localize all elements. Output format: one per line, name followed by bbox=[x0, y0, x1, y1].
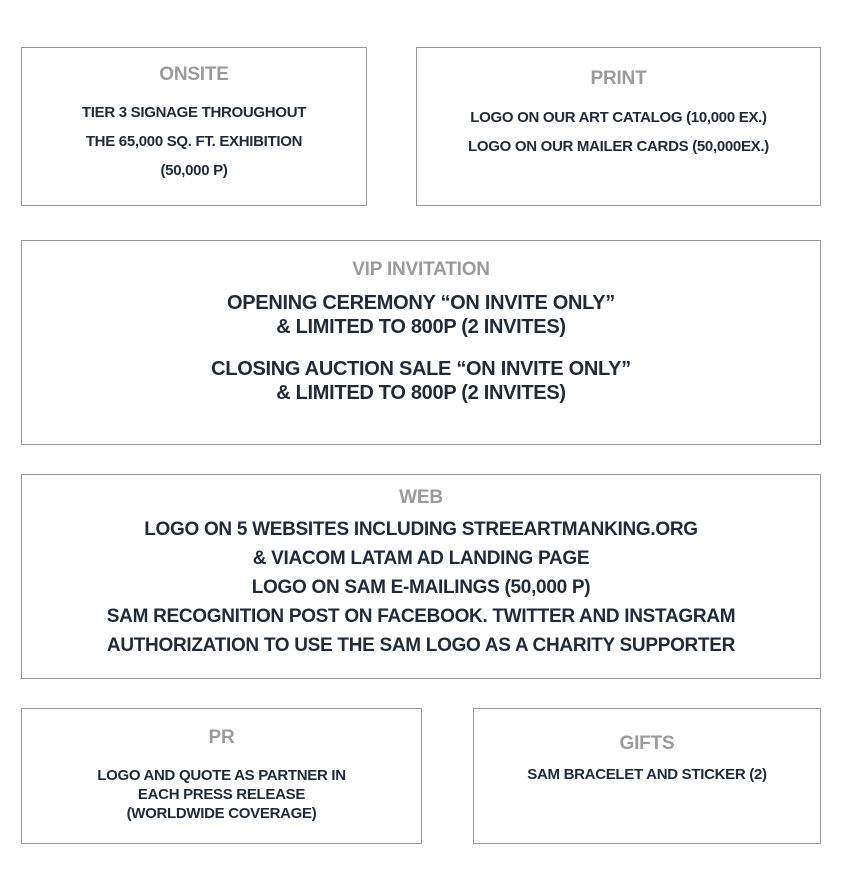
web-line: SAM RECOGNITION POST ON FACEBOOK. TWITTER AND INSTAGRAM bbox=[106, 606, 736, 627]
onsite-section bbox=[21, 47, 367, 206]
print-title: PRINT bbox=[590, 68, 647, 89]
web-line: & VIACOM LATAM AD LANDING PAGE bbox=[252, 548, 590, 569]
web-title: WEB bbox=[399, 487, 443, 508]
print-line: LOGO ON OUR ART CATALOG (10,000 EX.) bbox=[470, 109, 767, 126]
pr-line: EACH PRESS RELEASE bbox=[137, 786, 306, 803]
web-line: LOGO ON 5 WEBSITES INCLUDING STREEARTMANKING.ORG bbox=[144, 519, 698, 540]
print-body bbox=[417, 103, 820, 161]
vip-invitation-section bbox=[21, 240, 821, 445]
print-line: LOGO ON OUR MAILER CARDS (50,000EX.) bbox=[468, 138, 769, 155]
vip-opening-ceremony bbox=[22, 291, 820, 339]
vip-line: & LIMITED TO 800P (2 INVITES) bbox=[276, 316, 566, 338]
pr-section bbox=[21, 708, 422, 844]
onsite-line: TIER 3 SIGNAGE THROUGHOUT bbox=[81, 104, 307, 121]
print-section bbox=[416, 47, 821, 206]
pr-line: (WORLDWIDE COVERAGE) bbox=[126, 805, 317, 822]
gifts-section bbox=[473, 708, 821, 844]
onsite-title: ONSITE bbox=[159, 64, 229, 85]
vip-line: OPENING CEREMONY “ON INVITE ONLY” bbox=[227, 292, 615, 314]
onsite-line: (50,000 P) bbox=[160, 162, 228, 179]
web-line: LOGO ON SAM E-MAILINGS (50,000 P) bbox=[251, 577, 591, 598]
pr-title: PR bbox=[208, 727, 235, 748]
vip-closing-auction bbox=[22, 357, 820, 405]
gifts-body bbox=[474, 765, 820, 784]
web-body bbox=[22, 515, 820, 660]
vip-title: VIP INVITATION bbox=[352, 259, 490, 280]
web-line: AUTHORIZATION TO USE THE SAM LOGO AS A CHARITY SUPPORTER bbox=[106, 635, 736, 656]
vip-line: CLOSING AUCTION SALE “ON INVITE ONLY” bbox=[211, 358, 631, 380]
gifts-line: SAM BRACELET AND STICKER (2) bbox=[527, 766, 767, 783]
onsite-body bbox=[22, 98, 366, 185]
pr-line: LOGO AND QUOTE AS PARTNER IN bbox=[97, 767, 346, 784]
web-section bbox=[21, 474, 821, 679]
onsite-line: THE 65,000 SQ. FT. EXHIBITION bbox=[85, 133, 303, 150]
gifts-title: GIFTS bbox=[619, 733, 675, 754]
vip-line: & LIMITED TO 800P (2 INVITES) bbox=[276, 382, 566, 404]
pr-body bbox=[22, 766, 421, 823]
